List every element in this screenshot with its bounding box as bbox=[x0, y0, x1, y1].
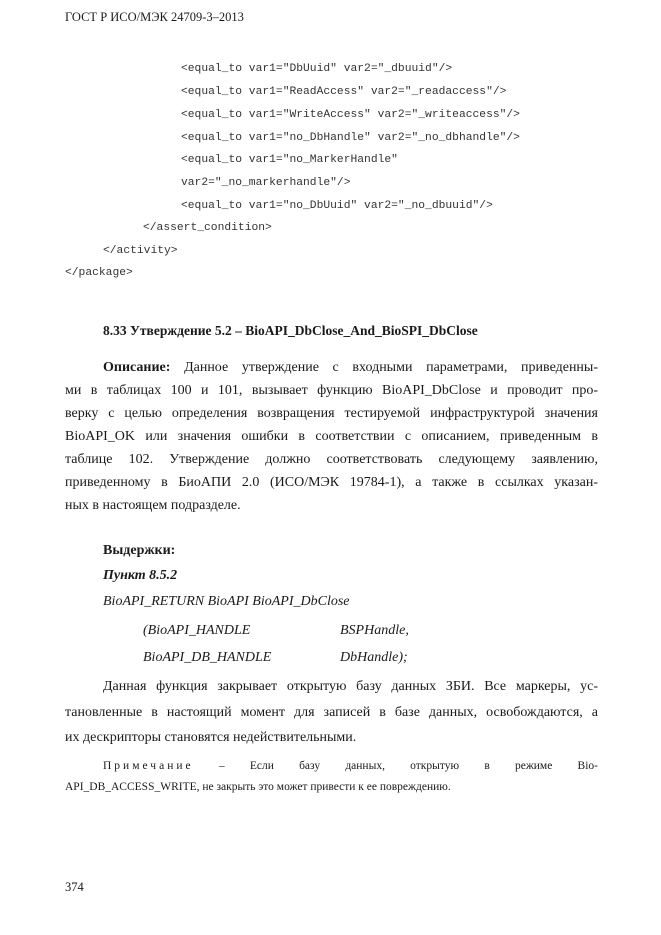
code-line: </assert_condition> bbox=[143, 222, 272, 234]
note-line: API_DB_ACCESS_WRITE, не закрыть это может привести к ее повреждению. bbox=[65, 781, 451, 793]
paragraph-line: BioAPI_OK или значения ошибки в соответствии с описанием, приведенным в bbox=[65, 429, 598, 444]
paragraph-line: ных в настоящем подразделе. bbox=[65, 498, 241, 513]
code-line: <equal_to var1="no_DbHandle" var2="_no_dbhandle"/> bbox=[181, 132, 520, 144]
code-line: <equal_to var1="no_MarkerHandle" bbox=[181, 154, 398, 166]
paragraph-line: приведенному в БиоАПИ 2.0 (ИСО/МЭК 19784-1), а также в ссылках указан- bbox=[65, 475, 598, 490]
code-line: <equal_to var1="no_DbUuid" var2="_no_dbuuid"/> bbox=[181, 200, 493, 212]
code-line: <equal_to var1="WriteAccess" var2="_writeaccess"/> bbox=[181, 109, 520, 121]
paragraph-line: Описание: Данное утверждение с входными параметрами, приведенны- bbox=[103, 360, 598, 375]
note-label: Примечание bbox=[103, 760, 194, 772]
document-header: ГОСТ Р ИСО/МЭК 24709-3–2013 bbox=[65, 10, 244, 24]
paragraph-line: ми в таблицах 100 и 101, вызывает функцию BioAPI_DbClose и проводит про- bbox=[65, 383, 598, 398]
excerpts-label: Выдержки: bbox=[103, 543, 176, 558]
paragraph-line: таблице 102. Утверждение должно соответствовать следующему заявлению, bbox=[65, 452, 598, 467]
code-line: <equal_to var1="DbUuid" var2="_dbuuid"/> bbox=[181, 63, 453, 75]
note-line: Примечание – Если базу данных, открытую в режиме Bio- bbox=[103, 760, 598, 772]
param-type: (BioAPI_HANDLE bbox=[143, 623, 251, 638]
section-heading: 8.33 Утверждение 5.2 – BioAPI_DbClose_And_BioSPI_DbClose bbox=[103, 323, 478, 338]
param-name: DbHandle); bbox=[340, 650, 408, 665]
paragraph-line: Данная функция закрывает открытую базу данных ЗБИ. Все маркеры, ус- bbox=[103, 679, 598, 694]
paragraph-line: верку с целью определения возвращения тестируемой инфраструктурой значения bbox=[65, 406, 598, 421]
param-type: BioAPI_DB_HANDLE bbox=[143, 650, 272, 665]
param-name: BSPHandle, bbox=[340, 623, 409, 638]
code-line: </package> bbox=[65, 267, 133, 279]
description-label: Описание: bbox=[103, 360, 171, 375]
clause-reference: Пункт 8.5.2 bbox=[103, 568, 178, 583]
code-line: </activity> bbox=[103, 245, 178, 257]
page-number: 374 bbox=[65, 880, 84, 894]
function-signature: BioAPI_RETURN BioAPI BioAPI_DbClose bbox=[103, 594, 350, 609]
paragraph-line: их дескрипторы становятся недействительными. bbox=[65, 730, 357, 745]
paragraph-line: тановленные в настоящий момент для записей в базе данных, освобождаются, а bbox=[65, 705, 598, 720]
code-line: var2="_no_markerhandle"/> bbox=[181, 177, 351, 189]
code-line: <equal_to var1="ReadAccess" var2="_readaccess"/> bbox=[181, 86, 507, 98]
